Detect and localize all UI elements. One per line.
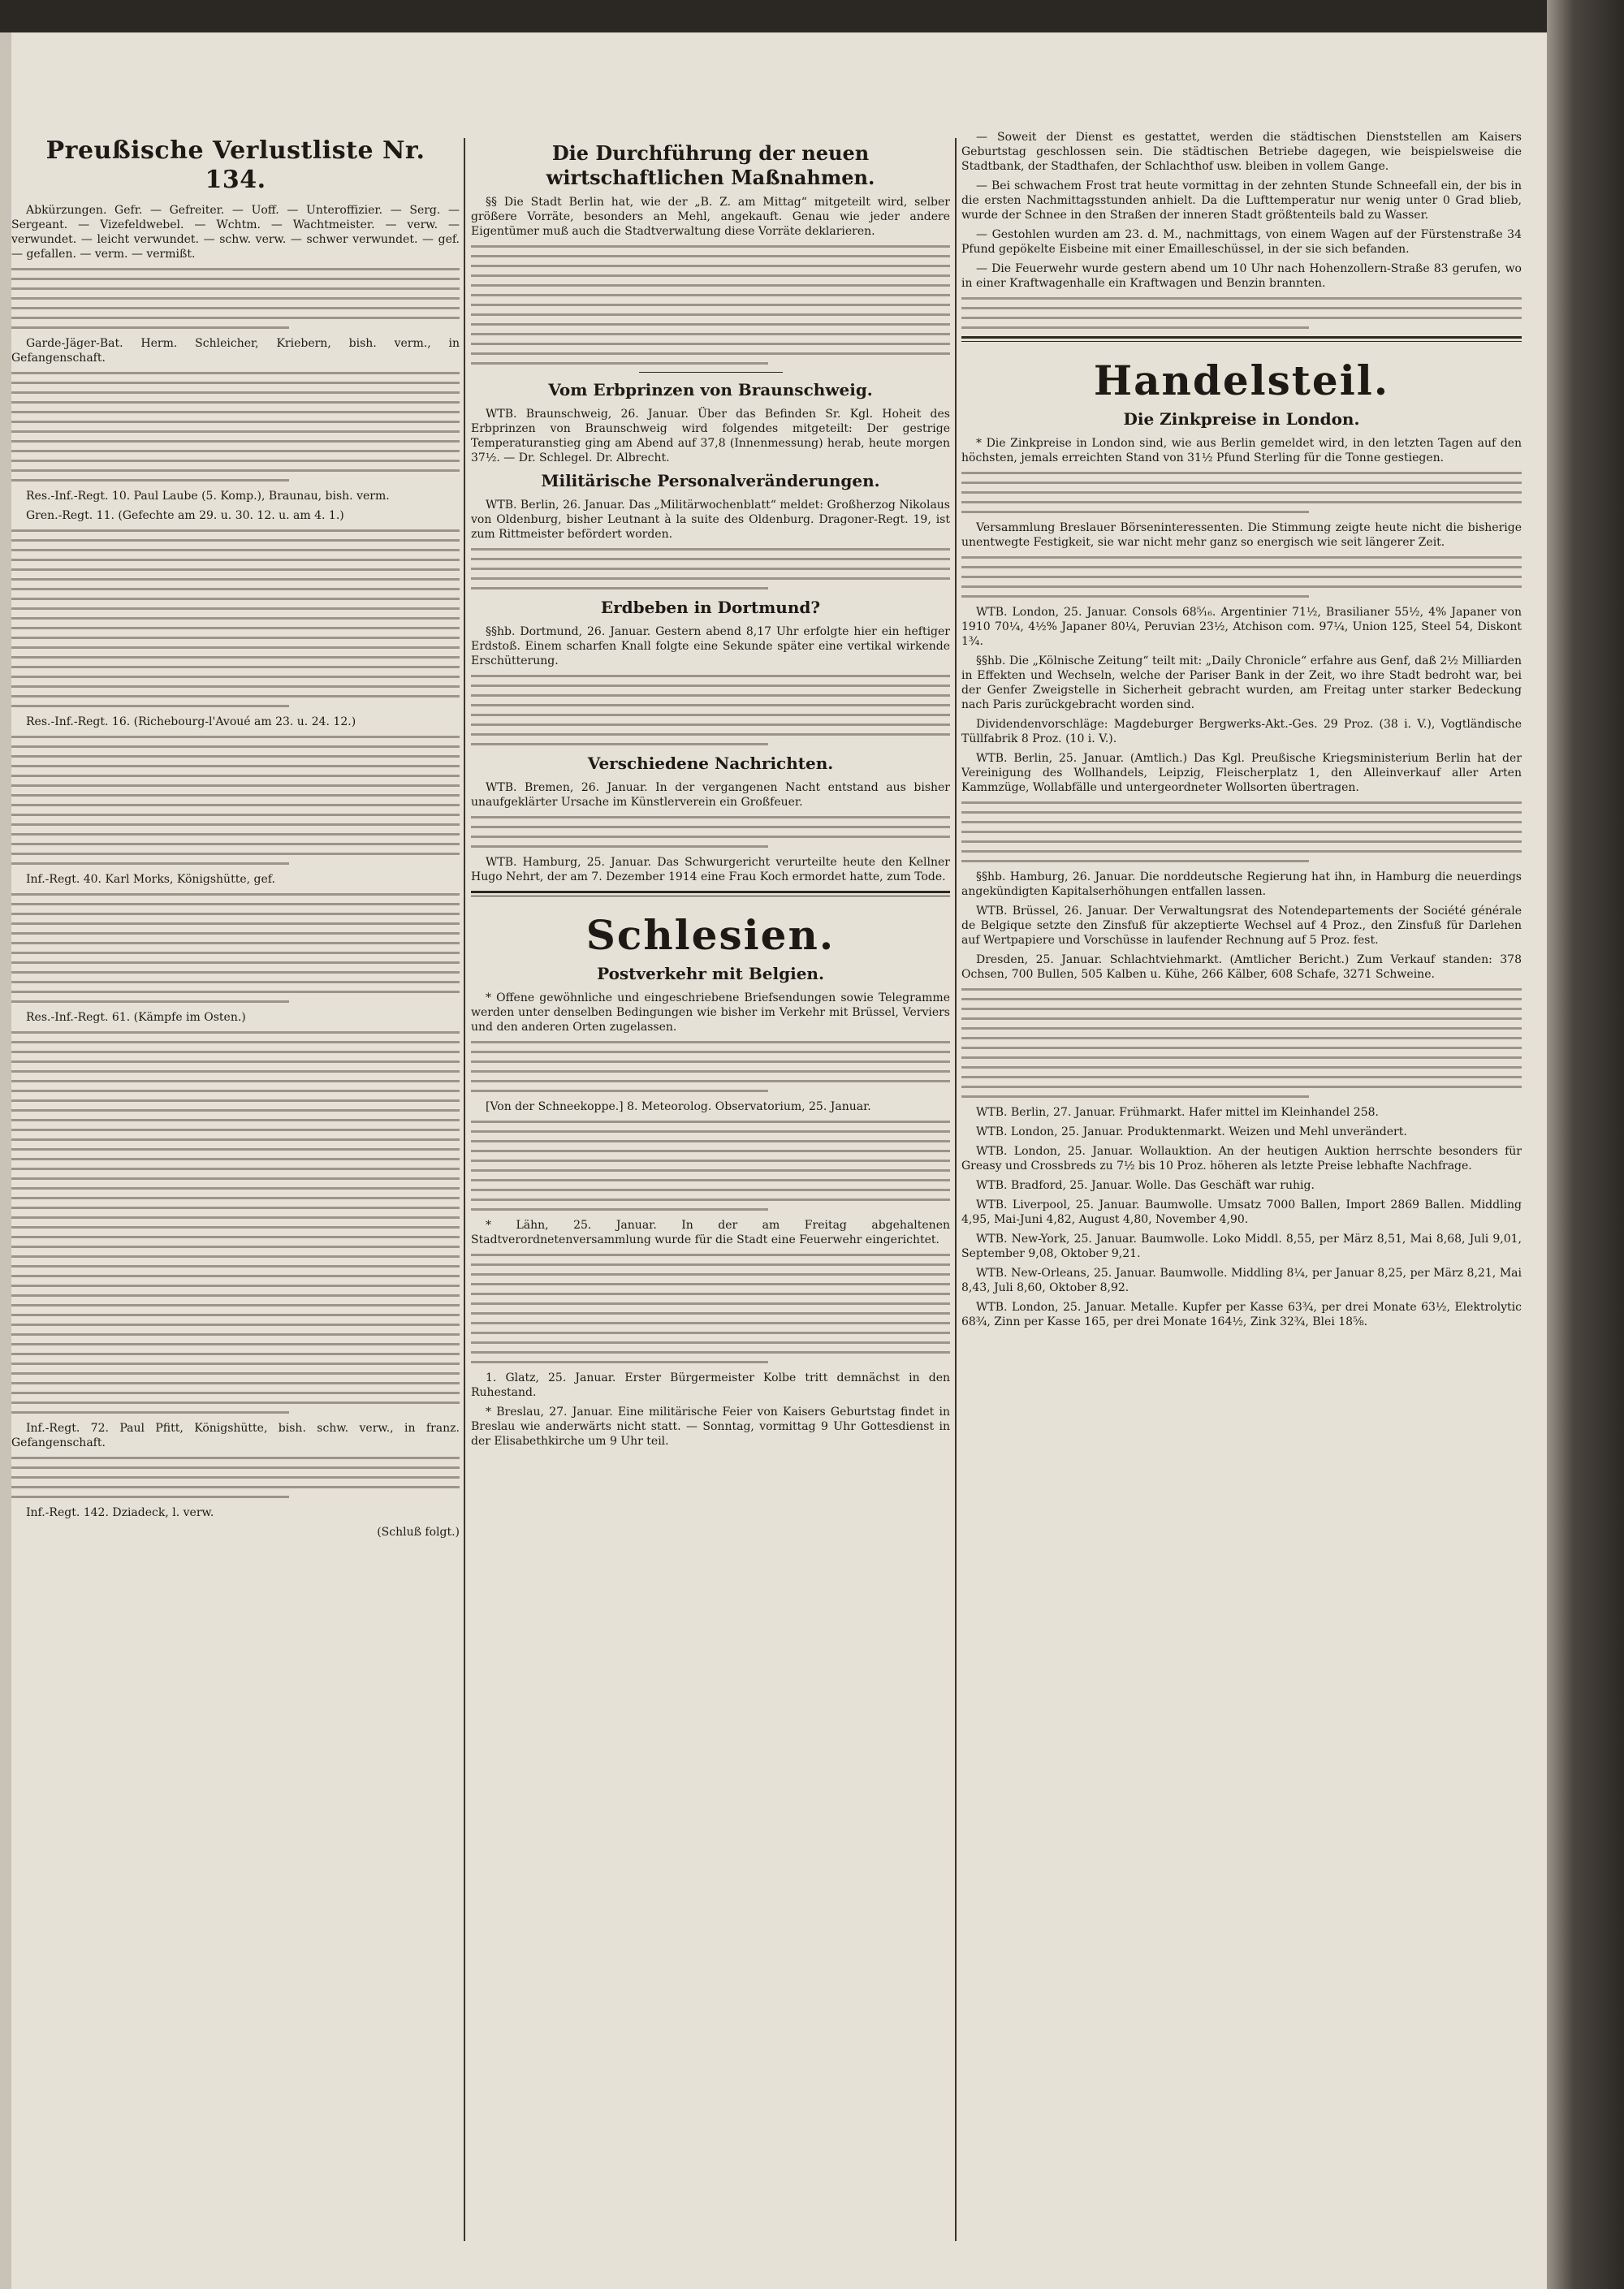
column-middle (471, 130, 950, 2257)
article-paragraph: WTB. Braunschweig, 26. Januar. Über das Befinden Sr. Kgl. Hoheit des Erbprinzen von Braunschweig wird folgendes mitgeteilt: Der gestrige Temperaturanstieg ging am Abend auf 37,8 (Innenmessung) herab, heute morgen 37½. — Dr. Schlegel. Dr. Albrecht. (471, 408, 950, 464)
separator (639, 372, 783, 373)
unreadable-text-block (11, 529, 460, 707)
news-item: — Die Feuerwehr wurde gestern abend um 10 Uhr nach Hohenzollern-Straße 83 gerufen, wo in einer Kraftwagenhalle ein Kraftwagen und Benzin brannten. (961, 262, 1522, 290)
book-binding (1547, 0, 1624, 2289)
list-entry: Inf.-Regt. 72. Paul Pfitt, Königshütte, bish. schw. verw., in franz. Gefangenschaft. (11, 1422, 460, 1449)
article-headline: Postverkehr mit Belgien. (597, 964, 824, 983)
unreadable-text-block (961, 556, 1522, 598)
article-headline: Die Zinkpreise in London. (1123, 409, 1360, 429)
market-report: WTB. London, 25. Januar. Metalle. Kupfer per Kasse 63¾, per drei Monate 63½, Elektrolytic 68¾, Zinn per Kasse 165, per drei Monate 164½, Zink 32¾, Blei 18⅝. (961, 1301, 1522, 1328)
article-headline: Verschiedene Nachrichten. (587, 754, 834, 773)
unreadable-text-block (471, 548, 950, 590)
list-entry: Gren.-Regt. 11. (Gefechte am 29. u. 30. 12. u. am 4. 1.) (26, 509, 344, 522)
article-paragraph: [Von der Schneekoppe.] 8. Meteorolog. Observatorium, 25. Januar. (486, 1100, 871, 1113)
unreadable-text-block (471, 675, 950, 745)
unreadable-text-block (471, 1041, 950, 1092)
column-left (11, 130, 460, 2257)
market-report: Dresden, 25. Januar. Schlachtviehmarkt. (Amtlicher Bericht.) Zum Verkauf standen: 378 Ochsen, 700 Bullen, 505 Kalben u. Kühe, 266 Kälber, 608 Schafe, 3271 Schweine. (961, 953, 1522, 981)
market-report: WTB. Liverpool, 25. Januar. Baumwolle. Umsatz 7000 Ballen, Import 2869 Ballen. Middling 4,95, Mai-Juni 4,82, August 4,80, November 4,90. (961, 1198, 1522, 1226)
unreadable-text-block (961, 801, 1522, 862)
list-entry: Inf.-Regt. 40. Karl Morks, Königshütte, gef. (26, 873, 275, 886)
list-entry: Res.-Inf.-Regt. 16. (Richebourg-l'Avoué am 23. u. 24. 12.) (26, 715, 356, 728)
article-paragraph: WTB. London, 25. Januar. Consols 68⁵⁄₁₆. Argentinier 71½, Brasilianer 55½, 4% Japaner von 1910 70¼, 4½% Japaner 80¼, Peruvian 23½, Atchison com. 97¼, Union 125, Steel 54, Diskont 1¾. (961, 606, 1522, 648)
article-headline: Vom Erbprinzen von Braunschweig. (548, 380, 873, 399)
section-divider (471, 891, 950, 896)
article-paragraph: WTB. Berlin, 26. Januar. Das „Militärwochenblatt“ meldet: Großherzog Nikolaus von Oldenburg, bisher Leutnant à la suite des Oldenburg. Dragoner-Regt. 19, ist zum Rittmeister befördert worden. (471, 499, 950, 541)
market-report: WTB. Berlin, 27. Januar. Frühmarkt. Hafer mittel im Kleinhandel 258. (976, 1106, 1379, 1119)
article-headline: Die Durchführung der neuen wirtschaftlichen Maßnahmen. (546, 141, 875, 189)
market-report: WTB. London, 25. Januar. Produktenmarkt. Weizen und Mehl unverändert. (976, 1125, 1407, 1138)
article-paragraph: §§hb. Dortmund, 26. Januar. Gestern abend 8,17 Uhr erfolgte hier ein heftiger Erdstoß. Einem scharfen Knall folgte eine Sekunde später eine vertikal wirkende Erschütterung. (471, 625, 950, 667)
unreadable-text-block (11, 736, 460, 865)
section-divider (961, 336, 1522, 342)
article-paragraph: * Breslau, 27. Januar. Eine militärische Feier von Kaisers Geburtstag findet in Breslau wie anderwärts nicht statt. — Sonntag, vormittag 9 Uhr Gottesdienst in der Elisabethkirche um 9 Uhr teil. (471, 1406, 950, 1448)
article-paragraph: Dividendenvorschläge: Magdeburger Bergwerks-Akt.-Ges. 29 Proz. (38 i. V.), Vogtländische Tüllfabrik 8 Proz. (10 i. V.). (961, 718, 1522, 745)
loss-list-title: Preußische Verlustliste Nr. 134. (45, 136, 425, 194)
list-entry: Garde-Jäger-Bat. Herm. Schleicher, Kriebern, bish. verm., in Gefangenschaft. (11, 337, 460, 365)
unreadable-text-block (471, 816, 950, 848)
article-paragraph: §§ Die Stadt Berlin hat, wie der „B. Z. am Mittag“ mitgeteilt wird, selber größere Vorräte, besonders an Mehl, angekauft. Genau wie jeder andere Eigentümer muß auch die Stadtverwaltung diese Vorräte deklarieren. (471, 196, 950, 238)
article-paragraph: WTB. Berlin, 25. Januar. (Amtlich.) Das Kgl. Preußische Kriegsministerium Berlin hat der Vereinigung des Wollhandels, Leipzig, Fleischerplatz 1, den Alleinverkauf aller Arten Kammzüge, Wollabfälle und untergeordneter Wollsorten übertragen. (961, 752, 1522, 794)
news-item: — Soweit der Dienst es gestattet, werden die städtischen Dienststellen am Kaisers Geburtstag geschlossen sein. Die städtischen Betriebe dagegen, wie beispielsweise die Stadtbank, der Stadthafen, der Schlachthof usw. bleiben in vollem Gange. (961, 131, 1522, 173)
column-right (961, 130, 1522, 2257)
unreadable-text-block (471, 1121, 950, 1211)
unreadable-text-block (961, 297, 1522, 329)
article-paragraph: §§hb. Hamburg, 26. Januar. Die norddeutsche Regierung hat ihn, in Hamburg die neuerdings angekündigten Kapitalserhöhungen entfallen lassen. (961, 870, 1522, 898)
article-paragraph: * Lähn, 25. Januar. In der am Freitag abgehaltenen Stadtverordnetenversammlung wurde für die Stadt eine Feuerwehr eingerichtet. (471, 1219, 950, 1246)
unreadable-text-block (471, 1254, 950, 1363)
article-paragraph: Versammlung Breslauer Börseninteressenten. Die Stimmung zeigte heute nicht die bisherige unentwegte Festigkeit, sie war nicht mehr ganz so energisch wie seit längerer Zeit. (961, 521, 1522, 549)
market-report: WTB. London, 25. Januar. Wollauktion. An der heutigen Auktion herrschte besonders für Greasy und Crossbreds zu 7½ bis 10 Proz. höheren als letzte Preise lebhafte Nachfrage. (961, 1145, 1522, 1173)
article-headline: Erdbeben in Dortmund? (600, 598, 821, 617)
unreadable-text-block (961, 988, 1522, 1098)
news-item: — Bei schwachem Frost trat heute vormittag in der zehnten Stunde Schneefall ein, der bis in die ersten Nachmittagsstunden anhielt. Da die Lufttemperatur nur wenig unter 0 Grad blieb, wurde der Schnee in den Straßen der inneren Stadt größtenteils bald zu Wasser. (961, 179, 1522, 222)
unreadable-text-block (471, 245, 950, 365)
article-paragraph: 1. Glatz, 25. Januar. Erster Bürgermeister Kolbe tritt demnächst in den Ruhestand. (471, 1371, 950, 1399)
article-paragraph: * Offene gewöhnliche und eingeschriebene Briefsendungen sowie Telegramme werden unter denselben Bedingungen wie bisher im Verkehr mit Brüssel, Verviers und den anderen Orten zugelassen. (471, 991, 950, 1034)
market-report: WTB. New-Orleans, 25. Januar. Baumwolle. Middling 8¼, per Januar 8,25, per März 8,21, Mai 8,43, Juli 8,60, Oktober 8,92. (961, 1267, 1522, 1294)
news-item: — Gestohlen wurden am 23. d. M., nachmittags, von einem Wagen auf der Fürstenstraße 34 Pfund gepökelte Eisbeine mit einer Emailleschüssel, in der sie sich befanden. (961, 228, 1522, 256)
column-rule (955, 138, 957, 2241)
article-headline: Militärische Personalveränderungen. (541, 471, 880, 490)
unreadable-text-block (11, 372, 460, 482)
abbreviations: Abkürzungen. Gefr. — Gefreiter. — Uoff. — Unteroffizier. — Serg. — Sergeant. — Vizefeldwebel. — Wchtm. — Wachtmeister. — verw. — verwundet. — leicht verwundet. — schw. verw. — schwer verwundet. — gef. — gefallen. — verm. — vermißt. (11, 204, 460, 261)
unreadable-text-block (11, 893, 460, 1003)
newspaper-page (0, 32, 1547, 2289)
page-gutter (0, 32, 11, 2289)
article-paragraph: WTB. Hamburg, 25. Januar. Das Schwurgericht verurteilte heute den Kellner Hugo Nehrt, der am 7. Dezember 1914 eine Frau Koch ermordet hatte, zum Tode. (471, 856, 950, 883)
section-heading-silesia: Schlesien. (585, 911, 836, 959)
market-report: WTB. Bradford, 25. Januar. Wolle. Das Geschäft war ruhig. (976, 1179, 1315, 1192)
article-paragraph: WTB. Bremen, 26. Januar. In der vergangenen Nacht entstand aus bisher unaufgeklärter Ursache im Künstlerverein ein Großfeuer. (471, 781, 950, 809)
unreadable-text-block (11, 1031, 460, 1414)
article-paragraph: §§hb. Die „Kölnische Zeitung“ teilt mit: „Daily Chronicle“ erfahre aus Genf, daß 2½ Milliarden in Effekten und Wechseln, welche der Pariser Bank in der Zeit, wo ihre Stadt bedroht war, bei der Genfer Zweigstelle in Sicherheit gebracht wurden, am Freitag unter starker Bedeckung nach Paris zurückgebracht worden sind. (961, 654, 1522, 711)
list-entry: Res.-Inf.-Regt. 61. (Kämpfe im Osten.) (26, 1011, 246, 1024)
unreadable-text-block (11, 1457, 460, 1498)
article-paragraph: WTB. Brüssel, 26. Januar. Der Verwaltungsrat des Notendepartements der Société générale de Belgique setzte den Zinsfuß für akzeptierte Wechsel auf 4 Proz., den Zinsfuß für Darlehen auf Wertpapiere und Vorschüsse in laufender Rechnung auf 5 Proz. fest. (961, 905, 1522, 947)
list-entry: Inf.-Regt. 142. Dziadeck, l. verw. (26, 1506, 214, 1519)
to-be-continued: (Schluß folgt.) (377, 1526, 460, 1539)
section-heading-commerce: Handelsteil. (1093, 356, 1390, 404)
unreadable-text-block (11, 268, 460, 329)
column-rule (464, 138, 465, 2241)
list-entry: Res.-Inf.-Regt. 10. Paul Laube (5. Komp.), Braunau, bish. verm. (26, 490, 390, 503)
market-report: WTB. New-York, 25. Januar. Baumwolle. Loko Middl. 8,55, per März 8,51, Mai 8,68, Juli 9,01, September 9,08, Oktober 9,21. (961, 1233, 1522, 1260)
unreadable-text-block (961, 472, 1522, 513)
article-paragraph: * Die Zinkpreise in London sind, wie aus Berlin gemeldet wird, in den letzten Tagen auf den höchsten, jemals erreichten Stand von 31½ Pfund Sterling für die Tonne gestiegen. (961, 437, 1522, 464)
